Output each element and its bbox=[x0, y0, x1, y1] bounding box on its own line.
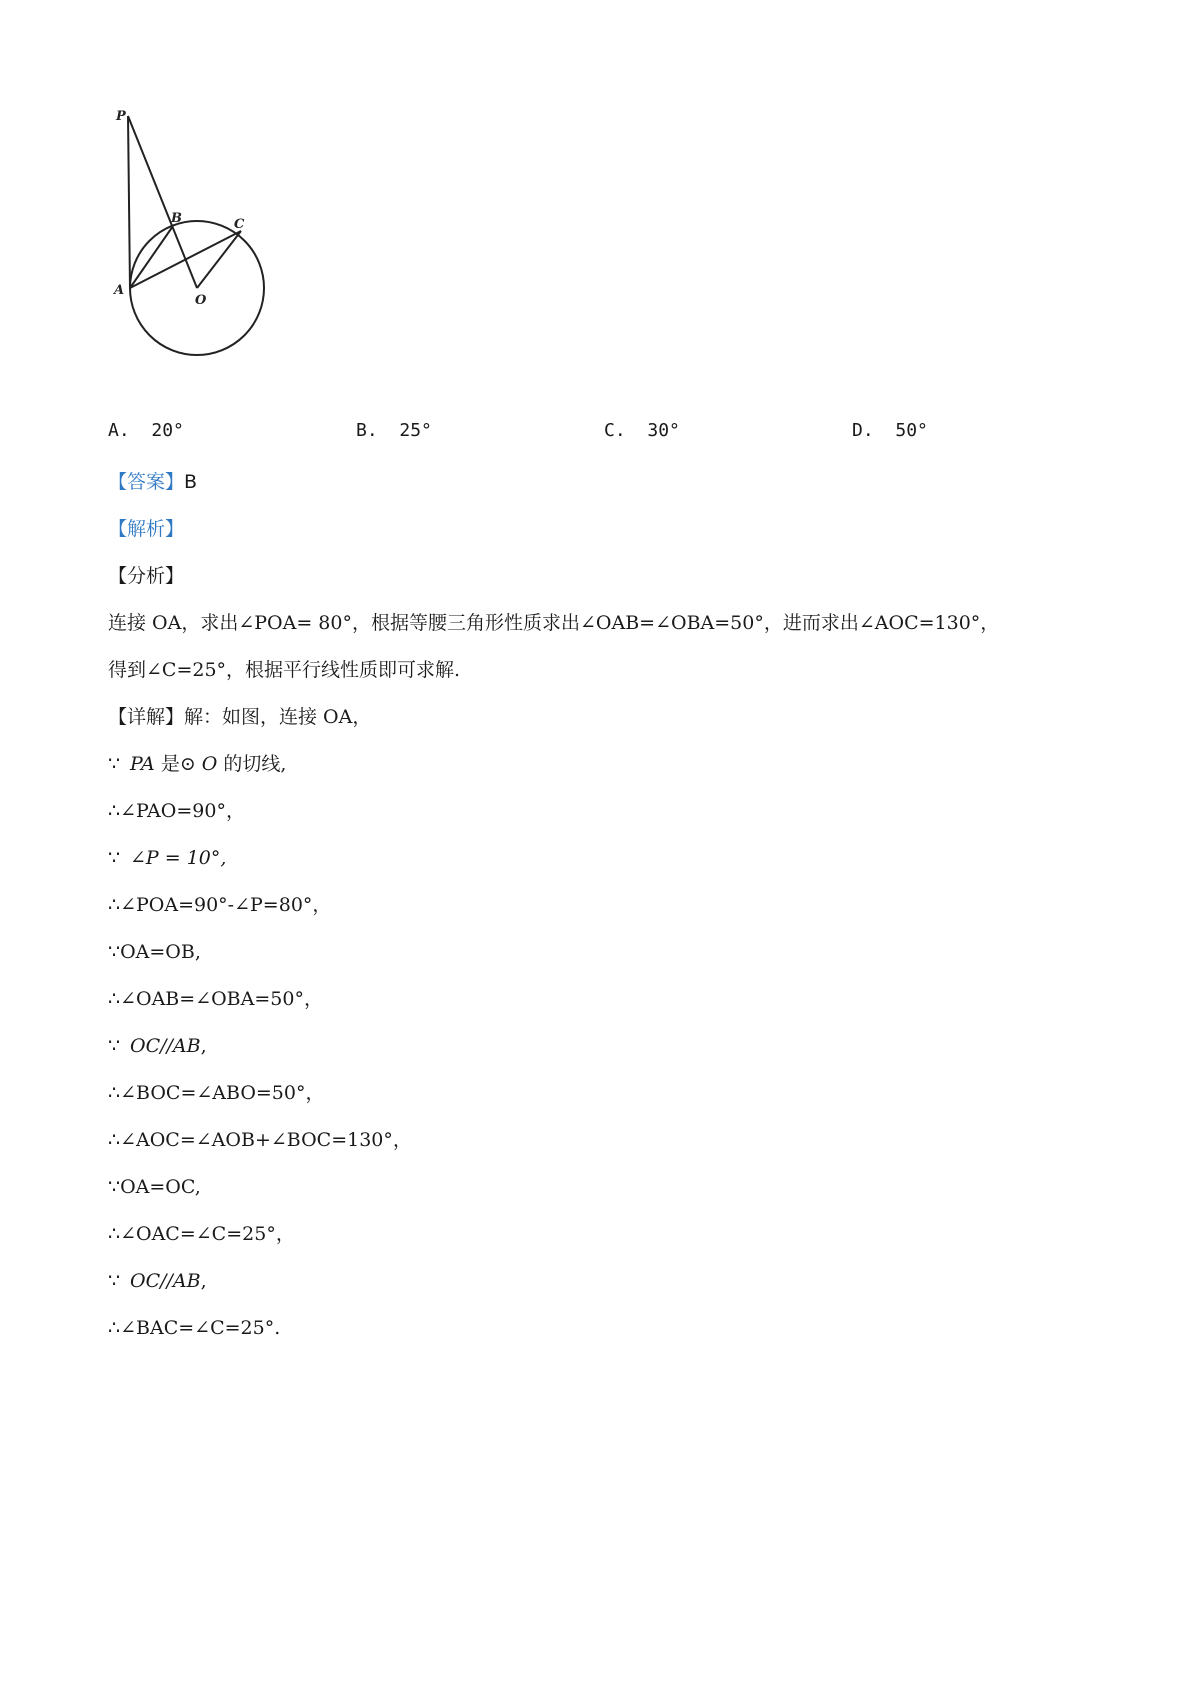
circle-symbol: ⊙ bbox=[179, 753, 196, 775]
step-7: ∵ OC//AB, bbox=[108, 1035, 207, 1057]
step-2: ∴∠PAO=90°， bbox=[108, 800, 245, 822]
step-5: ∵OA=OB, bbox=[108, 941, 201, 963]
step-12: ∵ OC//AB, bbox=[108, 1270, 207, 1292]
label-b: B bbox=[171, 211, 182, 226]
analysis-line-2: 得到∠C=25°，根据平行线性质即可求解. bbox=[108, 659, 461, 681]
option-c: C. 30° bbox=[604, 420, 680, 441]
step-8: ∴∠BOC=∠ABO=50°， bbox=[108, 1082, 325, 1104]
answer-options bbox=[108, 420, 1108, 450]
option-b: B. 25° bbox=[356, 420, 432, 441]
label-c: C bbox=[234, 217, 245, 232]
segment-ac bbox=[130, 231, 241, 288]
step-9: ∴∠AOC=∠AOB+∠BOC=130°， bbox=[108, 1129, 412, 1151]
answer-value: B bbox=[184, 471, 198, 493]
step-3: ∵ ∠P = 10°, bbox=[108, 847, 227, 869]
analysis-line-1: 连接 OA，求出∠POA= 80°，根据等腰三角形性质求出∠OAB=∠OBA=50°，进而求出∠AOC=130°， bbox=[108, 612, 1000, 634]
segment-pa bbox=[128, 116, 130, 288]
option-d: D. 50° bbox=[852, 420, 928, 441]
answer-tag: 【答案】 bbox=[108, 471, 185, 493]
label-p: P bbox=[116, 109, 126, 124]
label-o: O bbox=[195, 293, 207, 308]
segment-ab bbox=[130, 226, 173, 288]
detail-intro: 【详解】解：如图，连接 OA， bbox=[108, 706, 372, 728]
label-a: A bbox=[114, 283, 125, 298]
step-1: ∵ PA 是⊙ O 的切线, bbox=[108, 753, 287, 775]
step-13: ∴∠BAC=∠C=25°. bbox=[108, 1317, 281, 1339]
analysis-tag: 【分析】 bbox=[108, 565, 185, 587]
segment-oc bbox=[197, 231, 241, 288]
segment-po bbox=[128, 116, 197, 288]
step-6: ∴∠OAB=∠OBA=50°， bbox=[108, 988, 323, 1010]
step-10: ∵OA=OC, bbox=[108, 1176, 201, 1198]
explanation-tag: 【解析】 bbox=[108, 518, 185, 540]
answer-line bbox=[108, 467, 197, 497]
step-11: ∴∠OAC=∠C=25°， bbox=[108, 1223, 295, 1245]
option-a: A. 20° bbox=[108, 420, 184, 441]
step-4: ∴∠POA=90°-∠P=80°， bbox=[108, 894, 332, 916]
circle-tangent-diagram bbox=[110, 100, 310, 390]
geometry-figure bbox=[110, 100, 310, 390]
